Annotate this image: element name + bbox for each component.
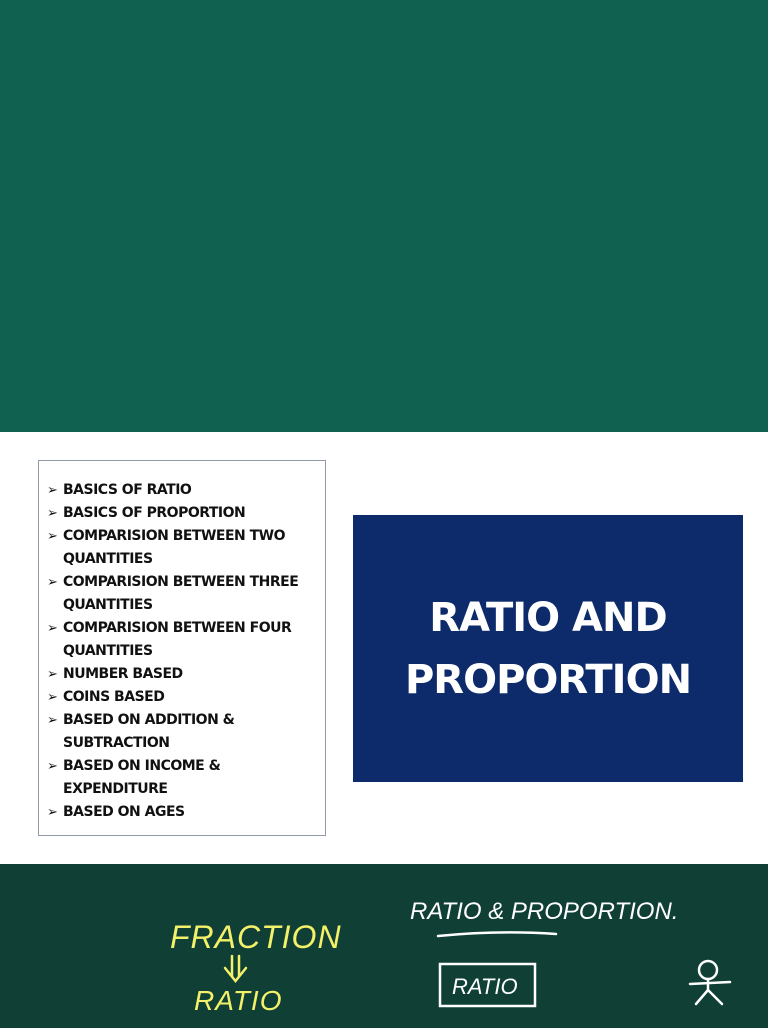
topic-label: COINS BASED — [63, 689, 165, 705]
topic-label: BASED ON INCOME & EXPENDITURE — [63, 758, 221, 797]
note-boxed-ratio: RATIO — [452, 974, 518, 999]
topic-label: BASED ON AGES — [63, 804, 185, 820]
topic-label: BASICS OF RATIO — [63, 482, 192, 498]
topic-label: NUMBER BASED — [63, 666, 183, 682]
arrow-bullet-icon: ➢ — [47, 759, 58, 774]
arrow-bullet-icon: ➢ — [47, 506, 58, 521]
list-item — [47, 617, 325, 663]
arrow-bullet-icon: ➢ — [47, 575, 58, 590]
note-heading: RATIO & PROPORTION. — [410, 898, 679, 925]
topic-label: BASICS OF PROPORTION — [63, 505, 246, 521]
slide-title-line-2: PROPORTION — [404, 656, 692, 703]
topic-label: COMPARISION BETWEEN FOUR QUANTITIES — [63, 620, 292, 659]
list-item — [47, 801, 325, 824]
list-item — [47, 479, 325, 502]
topic-label: COMPARISION BETWEEN THREE QUANTITIES — [63, 574, 299, 613]
double-down-arrow-icon — [225, 956, 246, 981]
note-ratio-below: RATIO — [194, 985, 283, 1016]
list-item — [47, 525, 325, 571]
list-item — [47, 663, 325, 686]
top-band — [0, 0, 768, 432]
slide-title-box — [353, 515, 743, 782]
stick-figure-icon — [690, 961, 730, 1004]
list-item — [47, 709, 325, 755]
arrow-bullet-icon: ➢ — [47, 805, 58, 820]
arrow-bullet-icon: ➢ — [47, 690, 58, 705]
list-item — [47, 571, 325, 617]
handwritten-notes-area — [0, 864, 768, 1024]
arrow-bullet-icon: ➢ — [47, 621, 58, 636]
slide-title — [405, 587, 691, 711]
slide-title-line-1: RATIO AND — [429, 594, 667, 641]
list-item — [47, 502, 325, 525]
slide — [0, 432, 768, 864]
topic-list-box — [38, 460, 326, 836]
list-item — [47, 755, 325, 801]
list-item — [47, 686, 325, 709]
note-fraction: FRACTION — [170, 919, 342, 955]
topic-label: COMPARISION BETWEEN TWO QUANTITIES — [63, 528, 286, 567]
heading-underline — [438, 932, 556, 936]
arrow-bullet-icon: ➢ — [47, 483, 58, 498]
handwriting-canvas — [0, 864, 768, 1024]
topic-list — [39, 461, 325, 824]
arrow-bullet-icon: ➢ — [47, 529, 58, 544]
arrow-bullet-icon: ➢ — [47, 667, 58, 682]
arrow-bullet-icon: ➢ — [47, 713, 58, 728]
topic-label: BASED ON ADDITION & SUBTRACTION — [63, 712, 235, 751]
